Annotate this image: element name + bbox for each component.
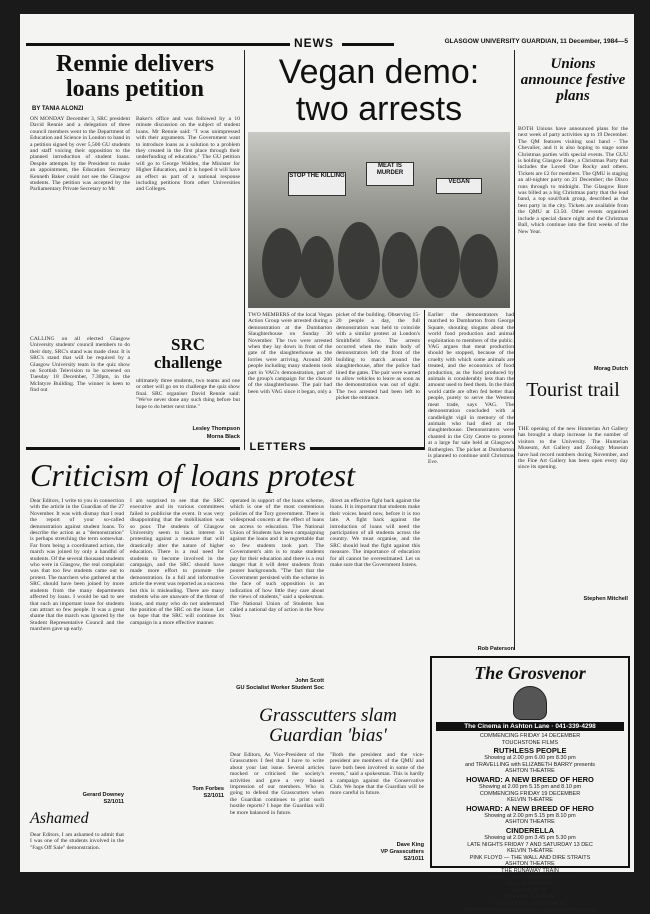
src-body-col2: ultimately three students, two teams and one or other will go on to challenge the quiz show final. SRC organiser David Rennie said: "We've never done any such thing before but hope to do better next time." — [136, 378, 240, 410]
grass-signature: Dave King — [396, 842, 424, 848]
src-signature: Lesley Thompson — [192, 426, 240, 432]
rennie-body-col2: Baker's office and was followed by a 10 minute discussion on the subject of student loans. Mr Rennie said: "I was unimpressed with their arguments. The Government want to introduce loans as a solution to a problem they created in the first place through their underfunding of education." The GU petition will go to George Walden, the Minister for Higher Education, and it is hoped it will have an effect as part of a national response including petitions from other Universities and Colleges. — [136, 116, 240, 193]
listing-line: ASHTON THEATRE — [505, 768, 555, 775]
ashamed-body: Dear Editors, I am ashamed to admit that I was one of the students involved in the "Fags Off Sale" demonstration. — [30, 832, 124, 851]
building-illustration — [513, 686, 547, 720]
listing-line: CINDERELLA — [505, 825, 555, 835]
listing-line: HOWARD: A NEW BREED OF HERO — [466, 774, 594, 784]
listing-line: PINK FLOYD — THE WALL AND DIRE STRAITS — [469, 854, 591, 861]
loans-signature-2-ref: S2/1011 — [203, 793, 224, 799]
listing-line: The Grosvenor Cinema wishes Happy Christmas to all — [463, 907, 597, 914]
grass-signature-ref: S2/1011 — [403, 856, 424, 862]
vegan-signature: Rob Paterson — [477, 646, 514, 652]
section-banner: NEWS — [290, 36, 338, 50]
loans-body-col4: direct an effective fight back against the loans. It is important that students make their voices heard now, before it is too late. A fight back against the introduction of loans will need the participation of all students across the country. We must organise, and the SRC should lead the fight against this measure. The importance of education for all cannot be overestimated. Let us make sure that the Government listens. — [330, 498, 420, 569]
loans-headline: Criticism of loans protest — [30, 457, 356, 493]
listings — [432, 733, 628, 914]
letters-banner: LETTERS — [249, 441, 307, 453]
loans-signature-2: Tom Forbes — [192, 786, 224, 792]
column-rule — [244, 50, 245, 450]
letters-rule-right — [310, 447, 424, 450]
unions-body: BOTH Unions have announced plans for the next week of party activities up to 19 December. The QM features visiting soul band - The Chevalier, and it is also hoping to stage some Christmas parties with special events. The GUU is holding Glasgow Bare, a Christmas Party that includes the Loved One Rocky and others. Tickets are £2 for members. The QMU is staging an all-nighter party on 21 December; the Disco runs through to midnight. The Glasgow Bare was billed as a big Christmas party that the lead band, a top soul/funk group, described as the best party in the city. Tickets are available from the QMU at £3.50. Other events organised include a special dance night and the Christmas Ball, which continue into the first weeks of the New Year. — [518, 126, 628, 235]
listing-line: KELVIN THEATRE — [507, 797, 553, 804]
rennie-body-col1: ON MONDAY December 3, SRC president David Rennie and a delegation of three council members went to the Department of Education and Science in London to hand in a petition signed by over 5,500 GU students and staff voicing their opposition to the planned introduction of student loans. Despite attempts by the President to make an appointment, the Education Secretary Kenneth Baker could not see the Glasgow students. The petition was accepted by the Parliamentary Private Secretary to Mr — [30, 116, 130, 193]
tourist-headline: Tourist trail — [526, 379, 620, 401]
vegan-body-col2: picket of the building. Observing 15-20 people a day, the full demonstration was held to coincide with a similar protest at London's Smithfield Show. The arrests occurred when the main body of demonstrators left the front of the building to march around the slaughterhouse, after the police had lined the gates. The pair were warned to allow vehicles to leave as soon as the demonstration was out of sight. The two arrested had been left to picket the entrance. — [336, 312, 420, 402]
unions-headline: Unions announce festive plans — [520, 56, 626, 104]
vegan-caption: TWO MEMBERS of the local Vegan Action Group were arrested during a demonstration at the Dumbarton Slaughterhouse on Sunday 30 November. The two were arrested when they lay down in front of the gate of the slaughterhouse as the lorries were arriving. Around 200 people including many students took part in VAG's demonstration, part of the group's campaign for the closure of the slaughterhouse. The pair had been with VAG since it began, only a — [248, 312, 332, 395]
listing-line: THE RUNAWAY TRAIN — [501, 867, 559, 874]
rennie-byline: BY TANIA ALONZI — [32, 106, 84, 112]
vegan-body-col3: Earlier the demonstrators had marched to Dumbarton from George Square, shouting slogans about the world food production and animal exploitation to members of the public. VAG argues that meat production should be stopped, because of the cruelty with which some animals are treated, and the economics of food production, as the food produced by animals is considerably less than the amount used to feed them. In the third world cattle are often fed better than people, purely to serve the Western meat trade, says VAG. The demonstration concluded with a candlelight vigil in memory of the animals who had died at the slaughterhouse. Demonstrators were chanted in the City Centre to protest at a large fur sale held at Glasgow's Rutherglen. The picket at Dumbarton is planned to continue until Christmas Eve. — [428, 312, 514, 466]
listing-line: ASHTON THEATRE — [505, 861, 555, 868]
ashamed-headline: Ashamed — [30, 810, 89, 827]
grosvenor-advert — [430, 656, 630, 914]
loans-body-col3: operated in support of the loans scheme, which is one of the most contentious policies of the Tory government. There is widespread concern at the effect of loans on access to education. The National Union of Students has been campaigning against the loans and it is regrettable that so few students took part. The Government's aim is to make students pay for their education and there is a real danger that it will deter students from poorer backgrounds. "The fact that the Government persisted with the scheme in the face of such opposition is an indication of how little they care about the views of students," said a spokesman. The National Union of Students has called a national day of action in the New Year. — [230, 498, 324, 620]
loans-signature-1-ref: S2/1011 — [103, 799, 124, 805]
listing-line: ASHTON THEATRE — [505, 819, 555, 826]
grass-body-col2: "Both the president and the vice-president are members of the QMU and have both been involved in some of the events," said a spokesman. This is hardly a campaign against the Conservative Club. We hope that the Guardian will be more careful in future. — [330, 752, 424, 797]
newspaper-page — [20, 14, 634, 914]
listing-line: Showing at 2.00 pm 5.15 pm and 8.10 pm — [478, 783, 582, 790]
protest-sign: STOP THE KILLING — [288, 172, 346, 196]
listing-line: HOWARD: A NEW BREED OF HERO — [466, 803, 594, 813]
tourist-body: THE opening of the new Hunterian Art Gallery has brought a sharp increase in the number of visitors to the University. The Hunterian Museum, Art Gallery and Zoology Museum have had record numbers during November, and the Fine Art Gallery has been open every day since its opening. — [518, 426, 628, 471]
protest-sign: VEGAN — [436, 178, 482, 194]
page-folio: GLASGOW UNIVERSITY GUARDIAN, 11 December, 1984—5 — [444, 38, 628, 45]
listing-line: Showing at 2.00 pm 5.15 pm 8.10 pm — [484, 812, 576, 819]
grass-headline: Grasscutters slam Guardian 'bias' — [259, 705, 397, 746]
vegan-headline: Vegan demo: two arrests — [278, 53, 480, 128]
listing-line: and TRAVELLING with ELIZABETH BARRY presents — [464, 761, 596, 768]
rennie-headline: Rennie delivers loans petition — [56, 51, 214, 102]
loans-signature-1: Gerard Downey — [82, 792, 124, 798]
letters-rule-left — [26, 447, 240, 450]
listing-line: RUTHLESS PEOPLE — [493, 746, 567, 756]
grass-body-col1: Dear Editors, As Vice-President of the Grasscutters I feel that I have to write about your last issue. Several articles mocked or criticised the society's activities and gave a very biased impression of our members. Who is going to defend the Grasscutters when the Guardian continues to print such hostile reports? I hope the Guardian will be more balanced in future. — [230, 752, 324, 816]
banner-rule-right — [342, 43, 394, 46]
listing-line: KELVIN THEATRE — [507, 881, 553, 888]
protest-sign: MEAT IS MURDER — [366, 162, 414, 186]
listing-line: COMMENCING FRIDAY 19 DECEMBER — [479, 790, 581, 797]
src-headline: SRC challenge — [154, 335, 222, 372]
listing-line: ASHTON THEATRE — [505, 894, 555, 901]
tourist-signature: Stephen Mitchell — [583, 596, 628, 602]
cinema-strip: The Cinema in Ashton Lane · 041-339-4298 — [436, 722, 624, 731]
grass-signature-role: VP Grasscutters — [380, 849, 424, 855]
listing-line: Showing at 2.00 pm 6.00 pm 8.30 pm — [484, 755, 576, 762]
loans-signature-3-affil: GU Socialist Worker Student Soc — [236, 685, 324, 691]
listing-line: LATE NIGHTS FRIDAY 7 AND SATURDAY 13 DEC — [467, 841, 593, 848]
listing-line: EXORCIST II — [513, 887, 547, 894]
unions-signature: Morag Dutch — [593, 366, 628, 372]
listing-line: TOUCHSTONE FILMS — [501, 739, 559, 746]
column-rule — [424, 310, 425, 450]
listing-line: Showing at 2.00 pm 3.45 pm 5.30 pm — [484, 834, 576, 841]
column-rule — [514, 50, 515, 650]
loans-body-col2: I am surprised to see that the SRC executive and its various committees failed to publicise the event. It was very disappointing that the mobilisation was so poor. The students of Glasgow University seem to lack interest in protesting against a measure that will drastically alter the nature of higher education. There is a real need for students to become involved in the campaign, and the SRC should have made more effort to promote the demonstration. In a full and informative article the event was reported as a success but this is misleading. There are many students who are unaware of the threat of loans, and many who do not understand the position of the SRC on the issue. Let us hope that the SRC will continue its campaign in a more effective manner. — [130, 498, 224, 626]
listing-line: COMMENCING FRIDAY 14 DECEMBER — [479, 733, 581, 739]
demo-photo — [248, 132, 510, 308]
src-body-col1: CALLING on all elected Glasgow University students' council members to do their duty, SRC's stand was made clear. It is SRC's stand that will be required by a Glasgow University team in the quiz show on Scottish Television to be screened on Tuesday 18 December, 7.30pm, in the McIntyre Building. The winner is keen to find out — [30, 336, 130, 394]
banner-rule-left — [26, 43, 290, 46]
grosvenor-logo: The Grosvenor — [474, 663, 586, 683]
src-signature-2: Morna Black — [206, 434, 240, 440]
listing-line: KELVIN THEATRE — [507, 848, 553, 855]
loans-signature-3: John Scott — [295, 678, 324, 684]
loans-body-col1: Dear Editors, I write to you in connection with the article in the Guardian of the 27 November. It was with dismay that I read the report of your so-called demonstration against student loans. To describe the action as a "demonstration" is perhaps stretching the term somewhat. Far from being a coordinated action, the march was joined by only a handful of students. Of the several thousand students who were in Glasgow, the real complaint was that too few students came out to protest. The marchers who gathered at the SRC should have been joined by more students from the many departments affected by loans. I would be sad to see that such an important issue for students can attract so few people. It was a great shame that the march was ignored by the Student Representative Council and the marchers gave up early. — [30, 498, 124, 633]
listing-line: FRIDAY 19 AND SATURDAY 20 DEC — [484, 874, 576, 881]
listing-line: GREMLINS/BLOOD BEACH — [495, 900, 565, 907]
